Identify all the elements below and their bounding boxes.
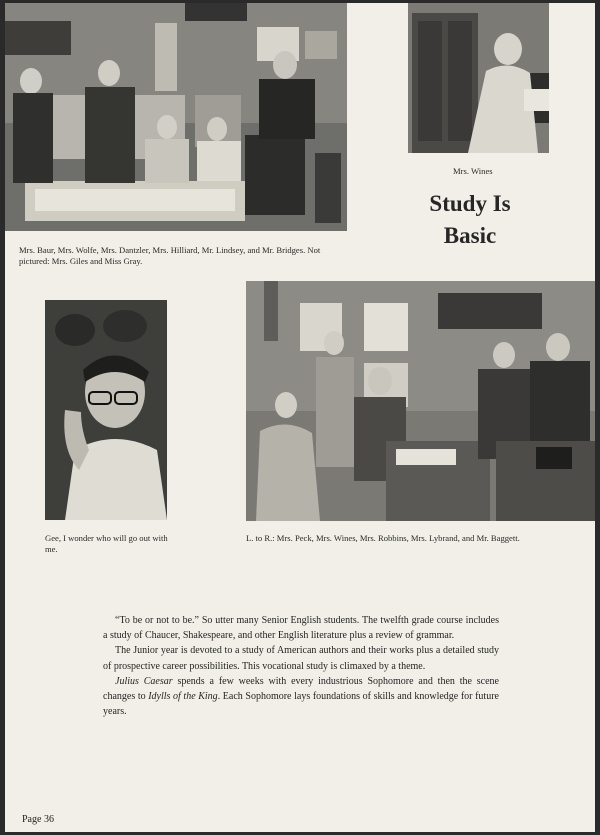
title-julius-caesar: Julius Caesar <box>115 675 173 687</box>
heading-line-2: Basic <box>443 223 497 248</box>
student-caption: Gee, I wonder who will go out with me. <box>45 533 168 554</box>
english-teachers-caption: L. to R.: Mrs. Peck, Mrs. Wines, Mrs. Robbins, Mrs. Lybrand, and Mr. Baggett. <box>246 533 520 543</box>
body-paragraph-1: “To be or not to be.” So utter many Senior English students. The twelfth grade course includes a study of Chaucer, Shakespeare, and other English literature plus a review of grammar. <box>103 615 499 642</box>
faculty-group-photo <box>5 3 347 231</box>
body-paragraph-3-mid: spends a few weeks with every industrious Sophomore and then the scene changes to <box>103 675 499 703</box>
yearbook-page <box>5 3 595 832</box>
body-paragraph-2: The Junior year is devoted to a study of American authors and their works plus a detailed study of prospective career possibilities. This vocational study is climaxed by a theme. <box>103 645 499 672</box>
body-text <box>103 613 499 719</box>
body-paragraph-3 <box>103 674 499 720</box>
english-teachers-photo <box>246 281 595 521</box>
page-heading <box>405 188 535 252</box>
title-idylls-of-the-king: Idylls of the King <box>148 691 218 703</box>
typewriter-teacher-photo <box>408 3 549 153</box>
body-paragraph-3-end: . Each Sophomore lays foundations of skills and knowledge for future years. <box>103 691 499 718</box>
student-photo <box>45 300 167 520</box>
heading-line-1: Study Is <box>429 191 511 216</box>
typewriter-teacher-caption: Mrs. Wines <box>453 166 493 176</box>
page-number: Page 36 <box>22 814 54 825</box>
faculty-group-caption: Mrs. Baur, Mrs. Wolfe, Mrs. Dantzler, Mrs. Hilliard, Mr. Lindsey, and Mr. Bridges. Not pictured: Mrs. Giles and Miss Gray. <box>19 245 321 266</box>
